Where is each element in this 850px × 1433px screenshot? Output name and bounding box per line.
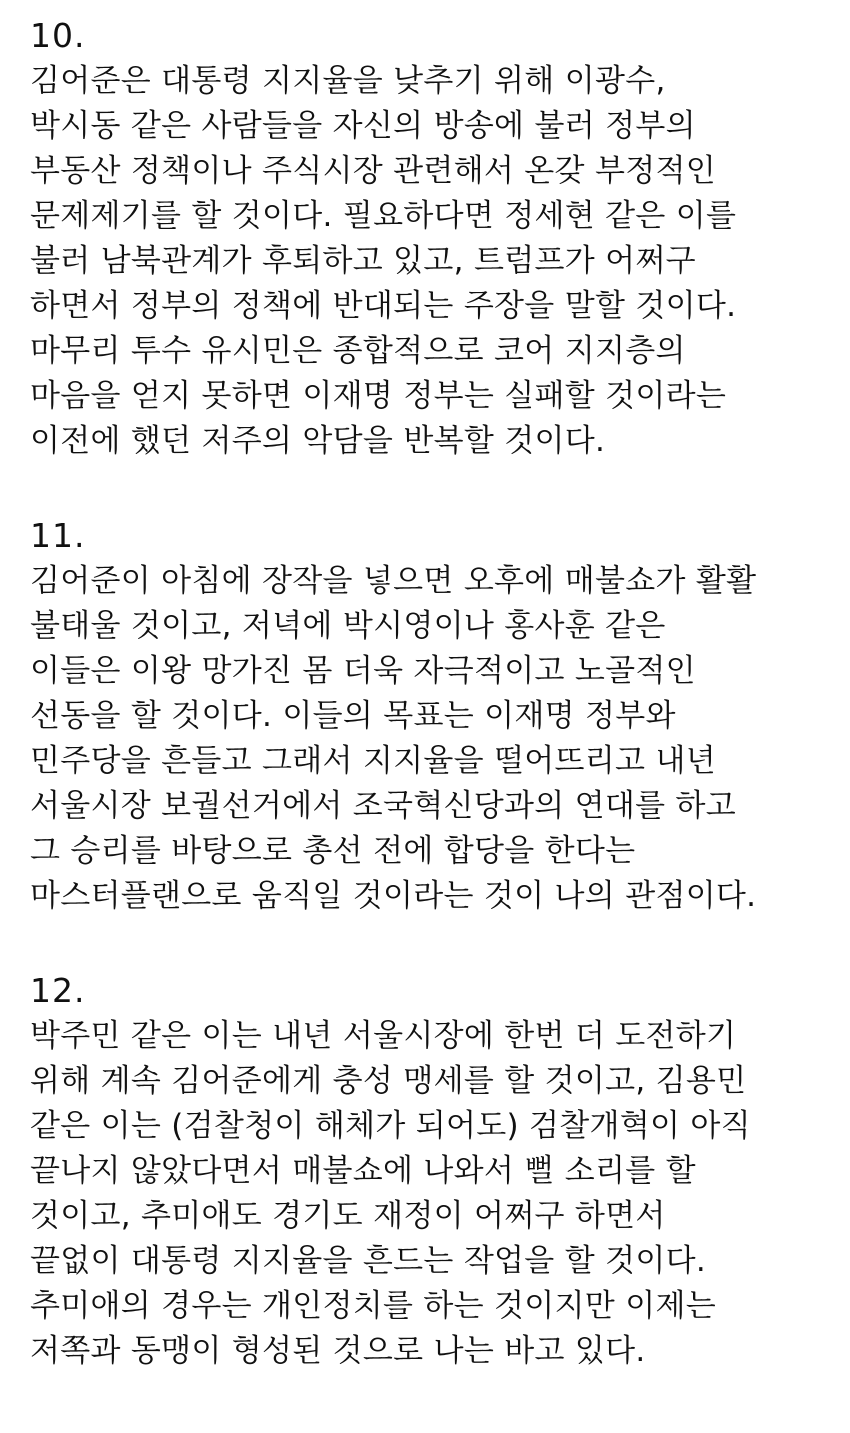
text-line: 김어준이 아침에 장작을 넣으면 오후에 매불쇼가 활활 <box>30 563 757 599</box>
section-number: 12. <box>30 971 86 1010</box>
text-line: 하면서 정부의 정책에 반대되는 주장을 말할 것이다. <box>30 288 737 324</box>
text-line: 같은 이는 (검찰청이 해체가 되어도) 검찰개혁이 아직 <box>30 1108 751 1144</box>
text-line: 박시동 같은 사람들을 자신의 방송에 불러 정부의 <box>30 108 696 144</box>
text-line: 민주당을 흔들고 그래서 지지율을 떨어뜨리고 내년 <box>30 743 716 779</box>
text-line: 그 승리를 바탕으로 총선 전에 합당을 한다는 <box>30 833 636 869</box>
text-line: 서울시장 보궐선거에서 조국혁신당과의 연대를 하고 <box>30 788 737 824</box>
text-line: 끝나지 않았다면서 매불쇼에 나와서 뻘 소리를 할 <box>30 1153 696 1189</box>
section-12 <box>30 967 830 1374</box>
section-11 <box>30 512 830 919</box>
text-line: 끝없이 대통령 지지율을 흔드는 작업을 할 것이다. <box>30 1243 706 1279</box>
text-line: 저쪽과 동맹이 형성된 것으로 나는 바고 있다. <box>30 1333 646 1369</box>
document-page <box>30 12 830 1374</box>
text-line: 마스터플랜으로 움직일 것이라는 것이 나의 관점이다. <box>30 878 757 914</box>
text-line: 선동을 할 것이다. 이들의 목표는 이재명 정부와 <box>30 698 676 734</box>
section-10 <box>30 12 830 464</box>
section-number: 10. <box>30 16 86 55</box>
text-line: 것이고, 추미애도 경기도 재정이 어쩌구 하면서 <box>30 1198 666 1234</box>
text-line: 불태울 것이고, 저녁에 박시영이나 홍사훈 같은 <box>30 608 666 644</box>
text-line: 부동산 정책이나 주식시장 관련해서 온갖 부정적인 <box>30 153 716 189</box>
text-line: 김어준은 대통령 지지율을 낮추기 위해 이광수, <box>30 63 666 99</box>
text-line: 마음을 얻지 못하면 이재명 정부는 실패할 것이라는 <box>30 378 727 414</box>
text-line: 불러 남북관계가 후퇴하고 있고, 트럼프가 어쩌구 <box>30 243 696 279</box>
text-line: 추미애의 경우는 개인정치를 하는 것이지만 이제는 <box>30 1288 716 1324</box>
text-line: 위해 계속 김어준에게 충성 맹세를 할 것이고, 김용민 <box>30 1063 747 1099</box>
text-line: 이들은 이왕 망가진 몸 더욱 자극적이고 노골적인 <box>30 653 696 689</box>
text-line: 박주민 같은 이는 내년 서울시장에 한번 더 도전하기 <box>30 1018 737 1054</box>
text-line: 문제제기를 할 것이다. 필요하다면 정세현 같은 이를 <box>30 198 737 234</box>
text-line: 이전에 했던 저주의 악담을 반복할 것이다. <box>30 423 606 459</box>
section-number: 11. <box>30 516 86 555</box>
text-line: 마무리 투수 유시민은 종합적으로 코어 지지층의 <box>30 333 686 369</box>
